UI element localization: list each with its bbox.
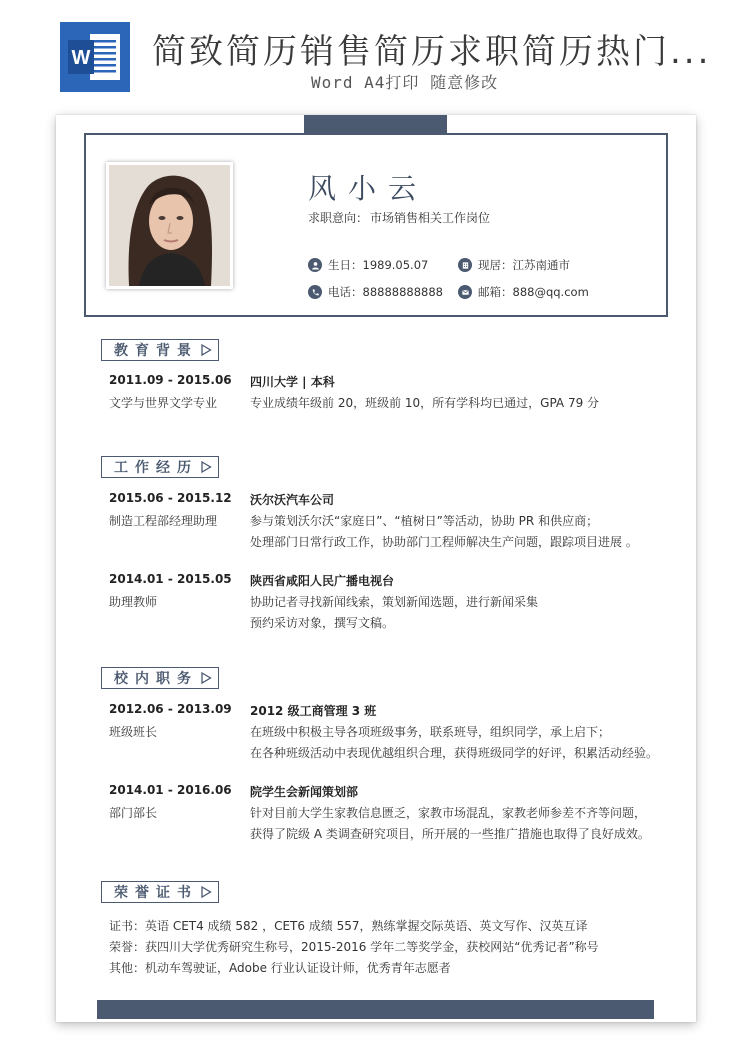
campus-org: 院学生会新闻策划部 <box>250 785 359 799</box>
campus-detail: 在各种班级活动中表现优越组织合理，获得班级同学的好评，积累活动经验。 <box>250 746 659 760</box>
birth-info <box>308 257 428 273</box>
profile-photo <box>106 162 233 289</box>
honor-certificates: 证书：英语 CET4 成绩 582 ，CET6 成绩 557，熟练掌握交际英语、英文写作、汉英互译 <box>109 919 588 933</box>
work-position: 制造工程部经理助理 <box>109 514 218 528</box>
phone-icon <box>308 285 322 299</box>
work-detail: 协助记者寻找新闻线索，策划新闻选题，进行新闻采集 <box>250 595 539 609</box>
work-company: 沃尔沃汽车公司 <box>250 493 335 507</box>
resume-page <box>56 115 696 1022</box>
avatar <box>109 165 230 286</box>
email-text: 邮箱：888@qq.com <box>478 285 589 299</box>
profile-box <box>84 133 668 317</box>
education-detail: 专业成绩年级前 20，班级前 10，所有学科均已通过，GPA 79 分 <box>250 396 600 410</box>
email-info <box>458 284 589 300</box>
job-intention-value: 市场销售相关工作岗位 <box>370 211 491 225</box>
job-intention <box>308 209 490 226</box>
building-icon <box>458 258 472 272</box>
campus-detail: 在班级中积极主导各项班级事务，联系班导，组织同学，承上启下； <box>250 725 611 739</box>
section-campus-heading: 校内职务 <box>101 667 219 689</box>
svg-text:W: W <box>71 47 91 69</box>
campus-org: 2012 级工商管理 3 班 <box>250 704 377 718</box>
word-icon <box>60 22 130 92</box>
work-company: 陕西省咸阳人民广播电视台 <box>250 574 395 588</box>
user-icon <box>308 258 322 272</box>
section-work-heading: 工作经历 <box>101 456 219 478</box>
birth-text: 生日：1989.05.07 <box>328 258 429 272</box>
work-date: 2014.01 - 2015.05 <box>109 572 232 586</box>
work-detail: 处理部门日常行政工作，协助部门工程师解决生产问题，跟踪项目进展 。 <box>250 535 638 549</box>
campus-date: 2012.06 - 2013.09 <box>109 702 232 716</box>
top-tab-decoration <box>304 115 447 133</box>
honor-awards: 荣誉：获四川大学优秀研究生称号，2015-2016 学年二等奖学金，获校网站“优秀记者”称号 <box>109 940 599 954</box>
job-intention-label: 求职意向： <box>308 211 369 225</box>
document-subtitle: Word A4打印 随意修改 <box>311 73 499 92</box>
location-info <box>458 257 570 273</box>
campus-detail: 获得了院级 A 类调查研究项目，所开展的一些推广措施也取得了良好成效。 <box>250 827 650 841</box>
work-detail: 参与策划沃尔沃“家庭日”、“植树日”等活动，协助 PR 和供应商； <box>250 514 599 528</box>
candidate-name: 风小云 <box>308 172 429 205</box>
work-detail: 预约采访对象，撰写文稿。 <box>250 616 395 630</box>
campus-detail: 针对目前大学生家教信息匮乏，家教市场混乱，家教老师参差不齐等问题， <box>250 806 647 820</box>
mail-icon <box>458 285 472 299</box>
document-title: 简致简历销售简历求职简历热门... <box>152 32 712 72</box>
location-text: 现居：江苏南通市 <box>478 258 570 272</box>
campus-role: 班级班长 <box>109 725 158 739</box>
campus-role: 部门部长 <box>109 806 158 820</box>
campus-date: 2014.01 - 2016.06 <box>109 783 232 797</box>
education-school: 四川大学 | 本科 <box>250 375 335 389</box>
work-position: 助理教师 <box>109 595 158 609</box>
arrow-right-icon <box>201 672 212 684</box>
arrow-right-icon <box>201 886 212 898</box>
section-education-heading: 教育背景 <box>101 339 219 361</box>
arrow-right-icon <box>201 344 212 356</box>
phone-info <box>308 284 443 300</box>
bottom-bar-decoration <box>97 1000 654 1019</box>
phone-text: 电话：88888888888 <box>328 285 443 299</box>
arrow-right-icon <box>201 461 212 473</box>
honor-other: 其他：机动车驾驶证，Adobe 行业认证设计师，优秀青年志愿者 <box>109 961 451 975</box>
education-major: 文学与世界文学专业 <box>109 396 218 410</box>
section-honors-heading: 荣誉证书 <box>101 881 219 903</box>
education-date: 2011.09 - 2015.06 <box>109 373 232 387</box>
work-date: 2015.06 - 2015.12 <box>109 491 232 505</box>
